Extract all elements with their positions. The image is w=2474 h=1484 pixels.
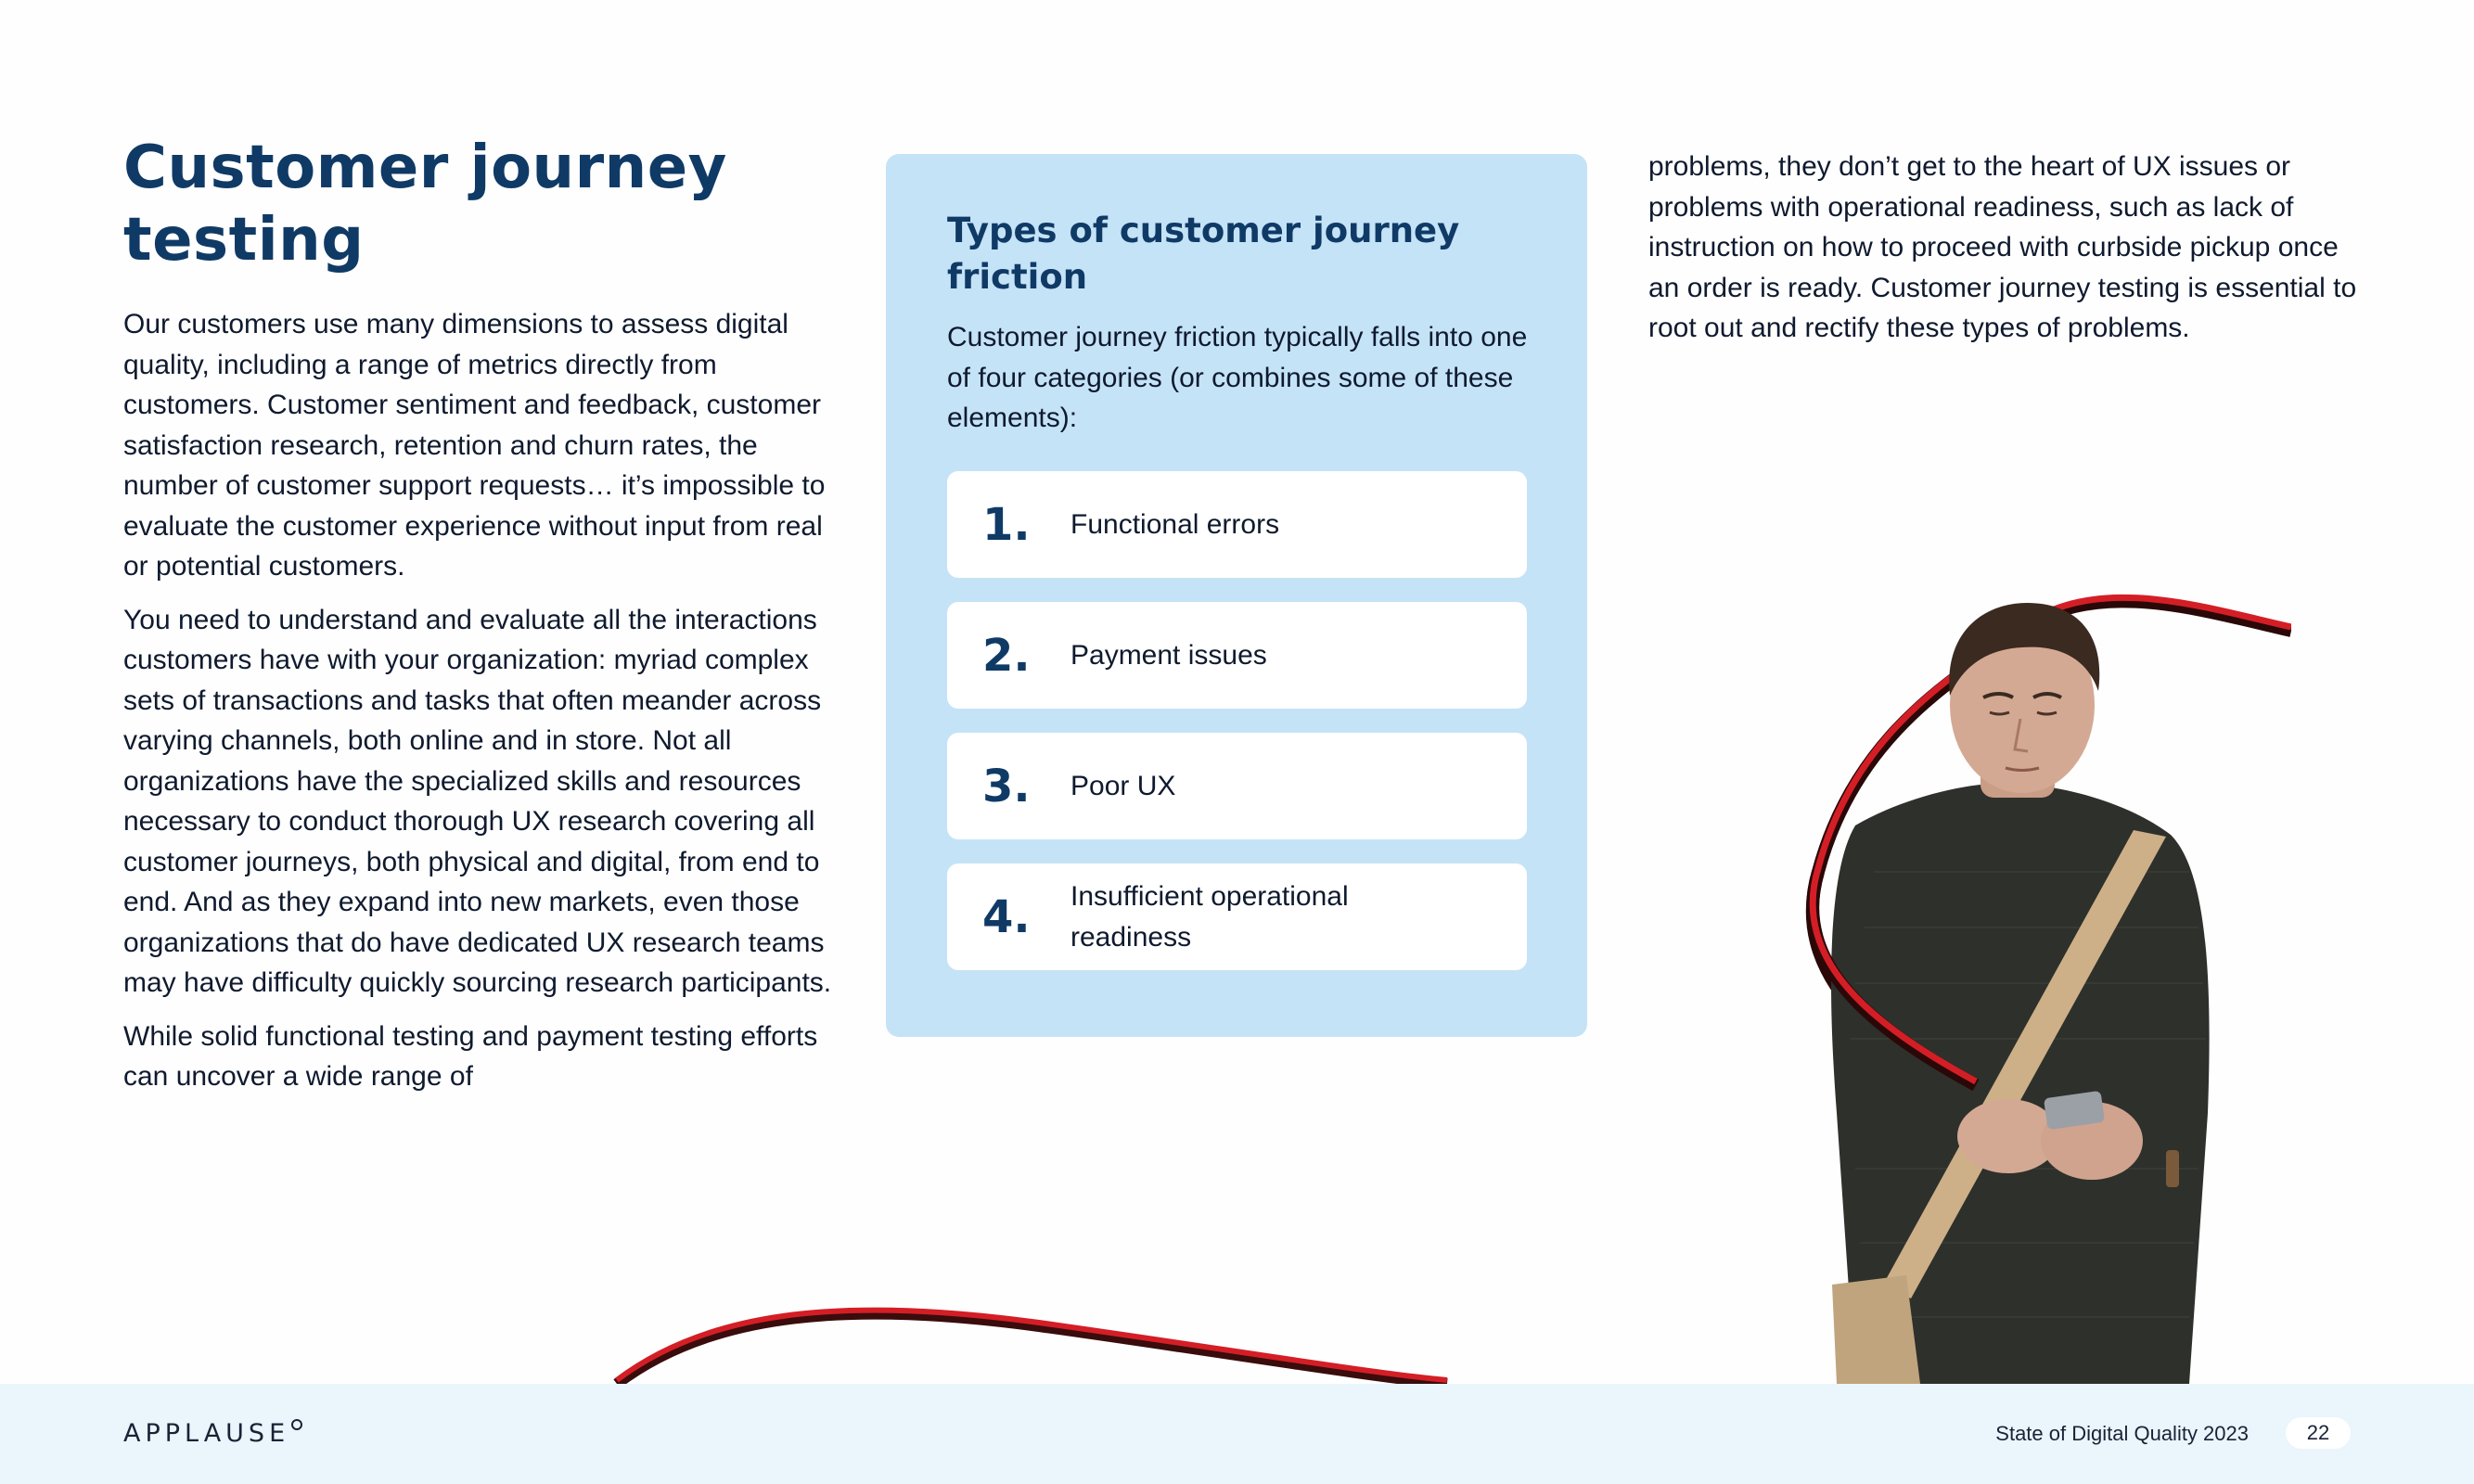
body-paragraph: Our customers use many dimensions to assess digital quality, including a range of metrics directly from customers. Customer sentiment and feedback, customer satisfaction research, retention and churn rates, the number of customer support requests… it’s impossible to evaluate the customer experience without input from real or potential customers. <box>123 309 826 582</box>
friction-item-operational-readiness <box>947 864 1527 970</box>
bag <box>1832 1275 1920 1384</box>
brand-wordmark: APPLAUSE <box>123 1419 290 1448</box>
card-title: Types of customer journey friction <box>947 211 1460 297</box>
left-body-text <box>123 304 838 1097</box>
friction-item-poor-ux <box>947 733 1527 839</box>
page-footer <box>0 1384 2474 1484</box>
item-number: 1. <box>982 498 1031 551</box>
body-paragraph: problems, they don’t get to the heart of UX issues or problems with operational readiness, such as lack of instruction on how to proceed with curbside pickup once an order is ready. Customer journey testing is essential to root out and rectify these types of problems. <box>1648 151 2357 343</box>
page-number: 22 <box>2286 1417 2351 1449</box>
item-label: Payment issues <box>1070 639 1267 671</box>
item-label: Poor UX <box>1070 770 1176 801</box>
brand-logo <box>123 1412 302 1456</box>
page-title: Customer journey testing <box>123 134 727 275</box>
swoosh-bottom <box>617 1314 1447 1384</box>
watch <box>2166 1150 2179 1187</box>
item-number: 2. <box>982 629 1031 682</box>
card-intro: Customer journey friction typically falls into one of four categories (or combines some of these elements): <box>947 322 1528 433</box>
item-label: Functional errors <box>1070 508 1280 540</box>
left-column <box>123 132 838 1110</box>
item-number: 4. <box>982 890 1031 943</box>
item-number: 3. <box>982 760 1031 812</box>
document-title: State of Digital Quality 2023 <box>1995 1422 2249 1445</box>
friction-list <box>947 471 1527 994</box>
friction-item-functional-errors <box>947 471 1527 578</box>
body-paragraph: While solid functional testing and payment testing efforts can uncover a wide range of <box>123 1020 818 1092</box>
friction-item-payment-issues <box>947 602 1527 709</box>
swoosh-bottom-highlight <box>617 1311 1447 1380</box>
right-column <box>1648 147 2372 349</box>
brand-dot-icon <box>291 1419 302 1430</box>
person-with-phone-illustration <box>1744 594 2291 1384</box>
friction-types-card <box>886 154 1587 1037</box>
item-label: Insufficient operational readiness <box>1070 881 1349 953</box>
body-paragraph: You need to understand and evaluate all the interactions customers have with your organization: myriad complex sets of transactions and tasks that often meander across varying channels, both online and in store. Not all organizations have the specialized skills and resources necessary to conduct thorough UX research covering all customer journeys, both physical and digital, from end to end. And as they expand into new markets, even those organizations that do have dedicated UX research teams may have difficulty quickly sourcing research participants. <box>123 604 832 998</box>
